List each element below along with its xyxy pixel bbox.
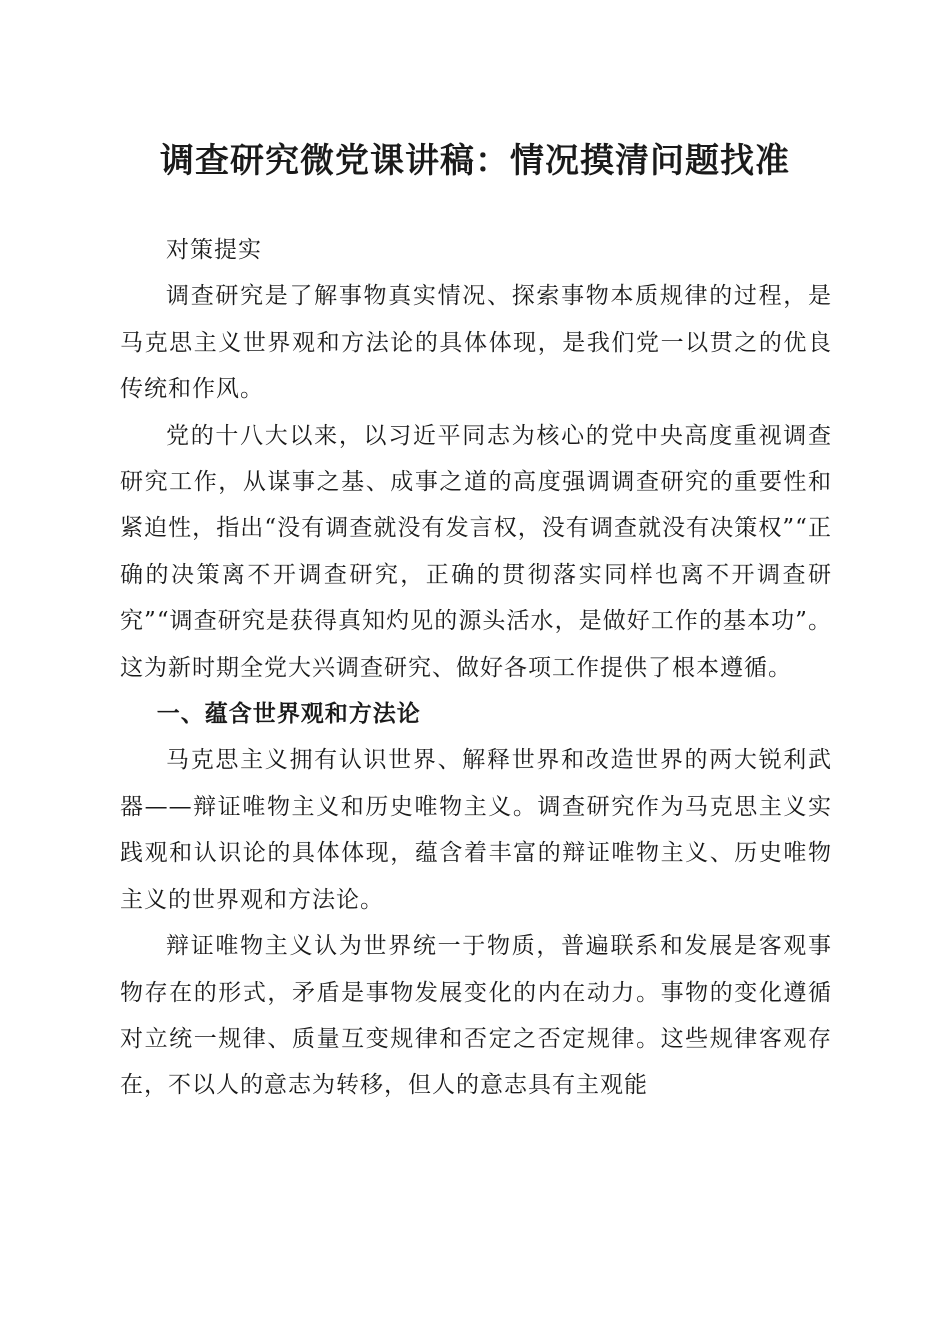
paragraph-background: 党的十八大以来，以习近平同志为核心的党中央高度重视调查研究工作，从谋事之基、成事之道的高度强调调查研究的重要性和紧迫性，指出“没有调查就没有发言权，没有调查就没有决策权”“正确的决策离不开调查研究，正确的贯彻落实同样也离不开调查研究”“调查研究是获得真知灼见的源头活水，是做好工作的基本功”。这为新时期全党大兴调查研究、做好各项工作提供了根本遵循。 <box>120 422 832 681</box>
document-title: 调查研究微党课讲稿：情况摸清问题找准 <box>160 141 790 181</box>
paragraph-intro: 调查研究是了解事物真实情况、探索事物本质规律的过程，是马克思主义世界观和方法论的具体体现，是我们党一以贯之的优良传统和作风。 <box>120 283 832 403</box>
section-1-paragraph: 辩证唯物主义认为世界统一于物质，普遍联系和发展是客观事物存在的形式，矛盾是事物发展变化的内在动力。事物的变化遵循对立统一规律、质量互变规律和否定之否定规律。这些规律客观存在，不以人的意志为转移，但人的意志具有主观能 <box>120 933 832 1099</box>
section-1-paragraph: 马克思主义拥有认识世界、解释世界和改造世界的两大锐利武器——辩证唯物主义和历史唯物主义。调查研究作为马克思主义实践观和认识论的具体体现，蕴含着丰富的辩证唯物主义、历史唯物主义的世界观和方法论。 <box>120 747 832 913</box>
document-body <box>120 227 832 1109</box>
document-subtitle: 对策提实 <box>166 237 262 263</box>
section-heading-1: 一、蕴含世界观和方法论 <box>156 701 421 728</box>
